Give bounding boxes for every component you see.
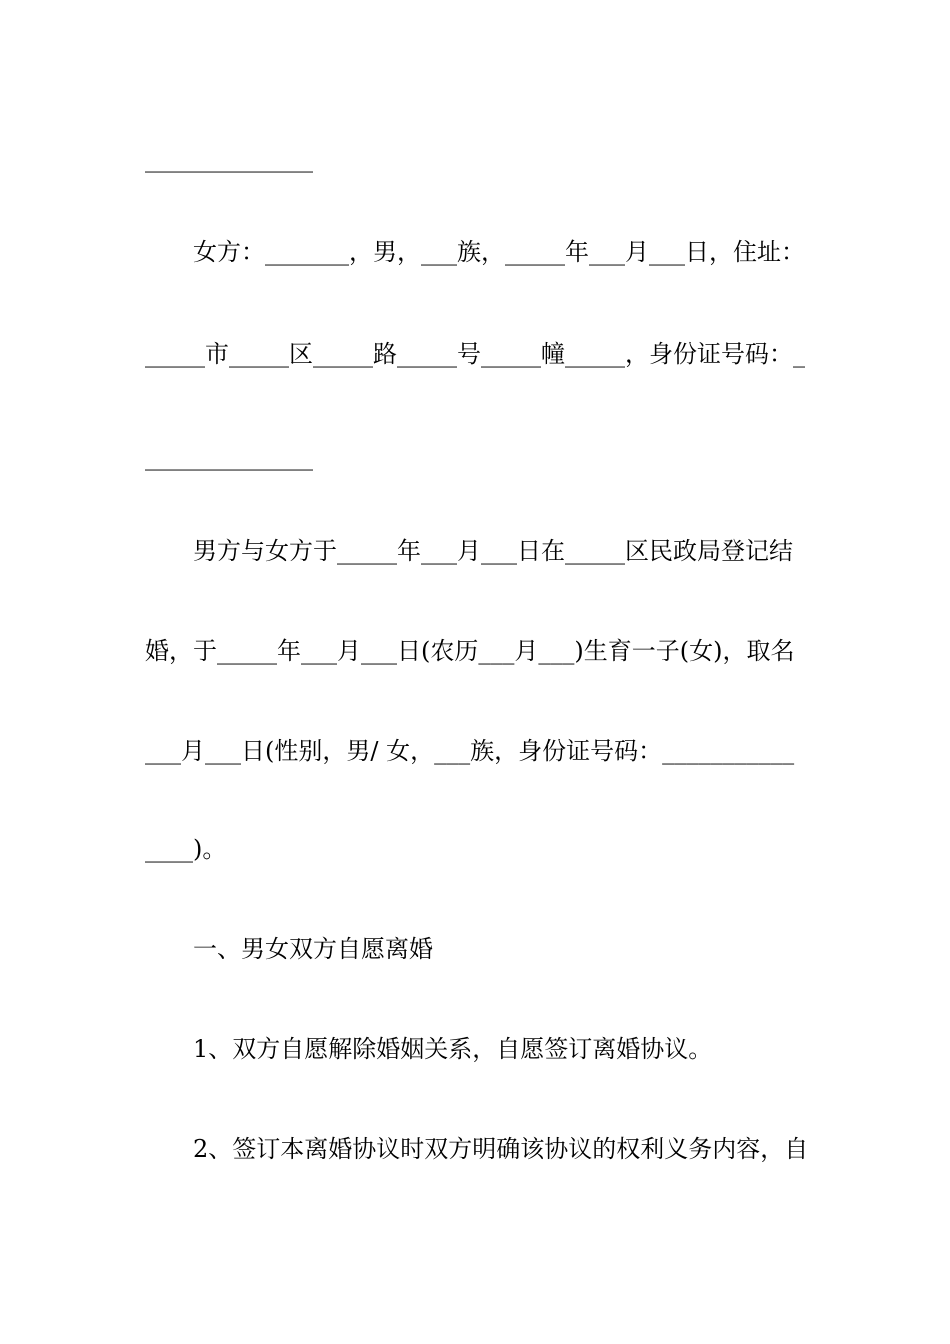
child-info-line: ___月___日(性别，男/ 女，___族，身份证号码：___________ <box>145 737 795 765</box>
clause-2: 2、签订本离婚协议时双方明确该协议的权利义务内容，自 <box>193 1135 809 1163</box>
child-birth-line: 婚，于_____年___月___日(农历___月___)生育一子(女)，取名 <box>145 637 795 665</box>
address-line: _____市_____区_____路_____号_____幢_____，身份证号码：_ <box>145 340 805 368</box>
child-info-end-line: ____)。 <box>145 835 227 863</box>
blank-line: ______________ <box>145 145 313 173</box>
marriage-registration-line: 男方与女方于_____年___月___日在_____区民政局登记结 <box>193 537 793 565</box>
clause-1: 1、双方自愿解除婚姻关系，自愿签订离婚协议。 <box>193 1035 713 1063</box>
section-heading: 一、男女双方自愿离婚 <box>193 935 433 963</box>
female-party-line: 女方：_______，男，___族，_____年___月___日，住址： <box>193 238 805 266</box>
blank-line: ______________ <box>145 443 313 471</box>
